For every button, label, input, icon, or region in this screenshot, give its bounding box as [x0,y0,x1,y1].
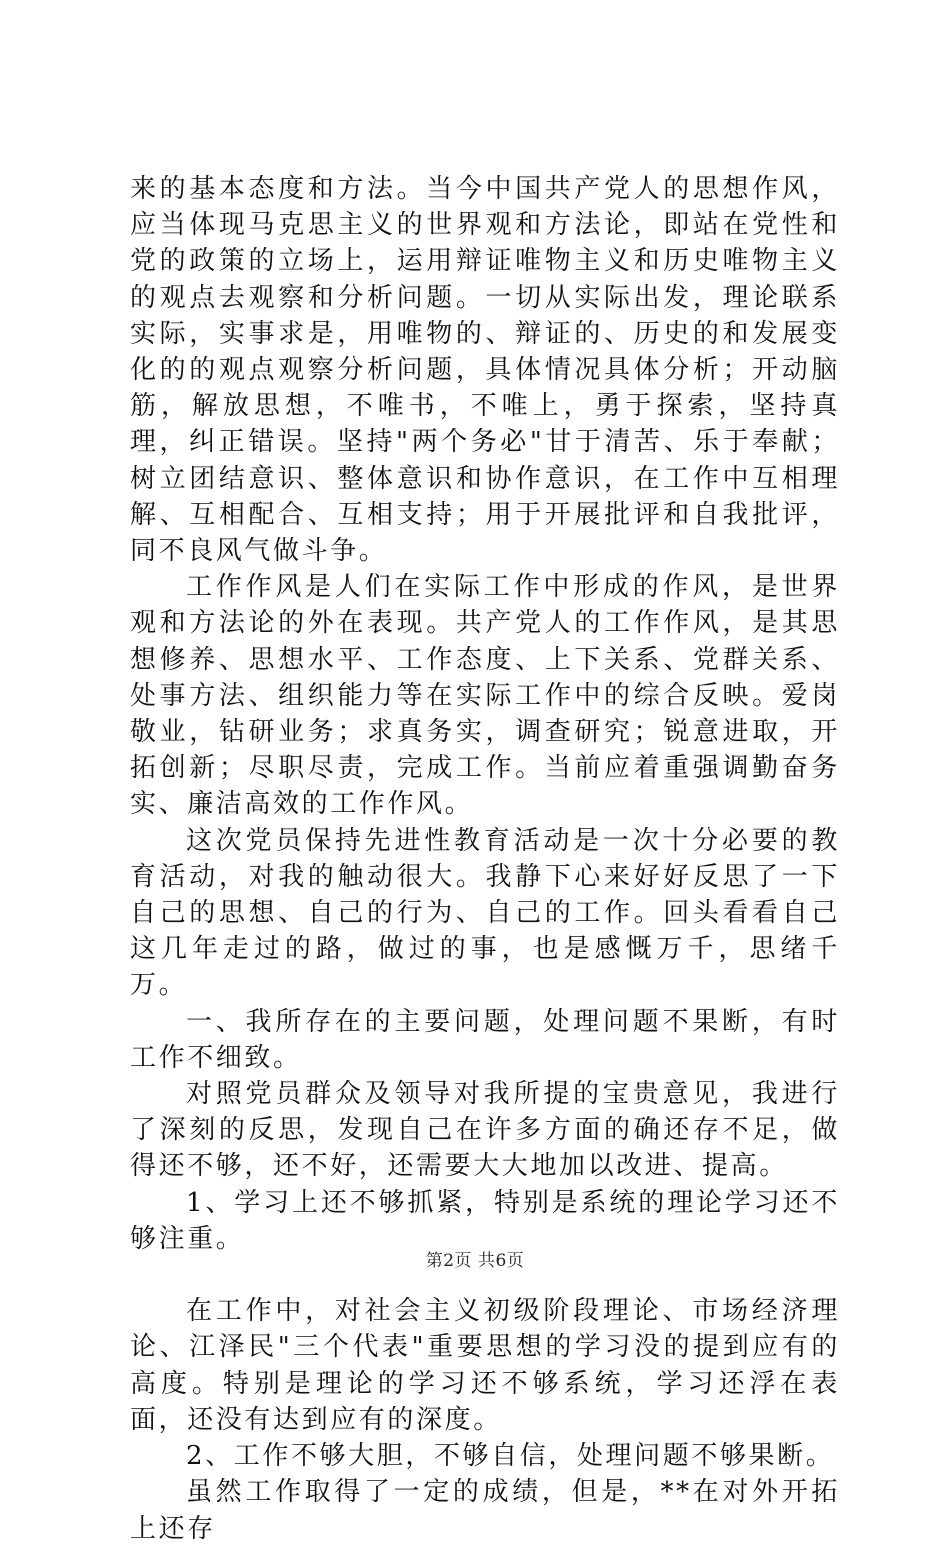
paragraph-achievements: 虽然工作取得了一定的成绩，但是，**在对外开拓上还存 [130,1477,840,1544]
page-footer: 第2页 共6页 [425,1251,525,1271]
paragraph-theory-study: 在工作中，对社会主义初级阶段理论、市场经济理论、江泽民"三个代表"重要思想的学习没的提到应有的高度。特别是理论的学习还不够系统，学习还浮在表面，还没有达到应有的深度。 [130,1296,840,1435]
item-study-problem: 1、学习上还不够抓紧，特别是系统的理论学习还不够注重。 [130,1187,840,1254]
paragraph-reflection: 对照党员群众及领导对我所提的宝贵意见，我进行了深刻的反思，发现自己在许多方面的确还存不足，做得还不够，还不好，还需要大大地加以改进、提高。 [130,1079,840,1182]
paragraph-education-activity: 这次党员保持先进性教育活动是一次十分必要的教育活动，对我的触动很大。我静下心来好好反思了一下自己的思想、自己的行为、自己的工作。回头看看自己这几年走过的路，做过的事，也是感慨万千，思绪千万。 [130,825,840,1001]
paragraph-thought-style-continued: 来的基本态度和方法。当今中国共产党人的思想作风，应当体现马克思主义的世界观和方法论，即站在党性和党的政策的立场上，运用辩证唯物主义和历史唯物主义的观点去观察和分析问题。一切从实际出发，理论联系实际，实事求是，用唯物的、辩证的、历史的和发展变化的的观点观察分析问题，具体情况具体分析；开动脑筋，解放思想，不唯书，不唯上，勇于探索，坚持真理，纠正错误。坚持"两个务必"甘于清苦、乐于奉献；树立团结意识、整体意识和协作意识，在工作中互相理解、互相配合、互相支持；用于开展批评和自我批评，同不良风气做斗争。 [130,174,840,567]
document-body [130,171,840,1547]
item-work-confidence: 2、工作不够大胆，不够自信，处理问题不够果断。 [186,1441,835,1472]
heading-main-problems: 一、我所存在的主要问题，处理问题不果断，有时工作不细致。 [130,1006,840,1073]
paragraph-work-style: 工作作风是人们在实际工作中形成的作风，是世界观和方法论的外在表现。共产党人的工作作风，是其思想修养、思想水平、工作态度、上下关系、党群关系、处事方法、组织能力等在实际工作中的综合反映。爱岗敬业，钻研业务；求真务实，调查研究；锐意进取，开拓创新；尽职尽责，完成工作。当前应着重强调勤奋务实、廉洁高效的工作作风。 [130,572,840,820]
